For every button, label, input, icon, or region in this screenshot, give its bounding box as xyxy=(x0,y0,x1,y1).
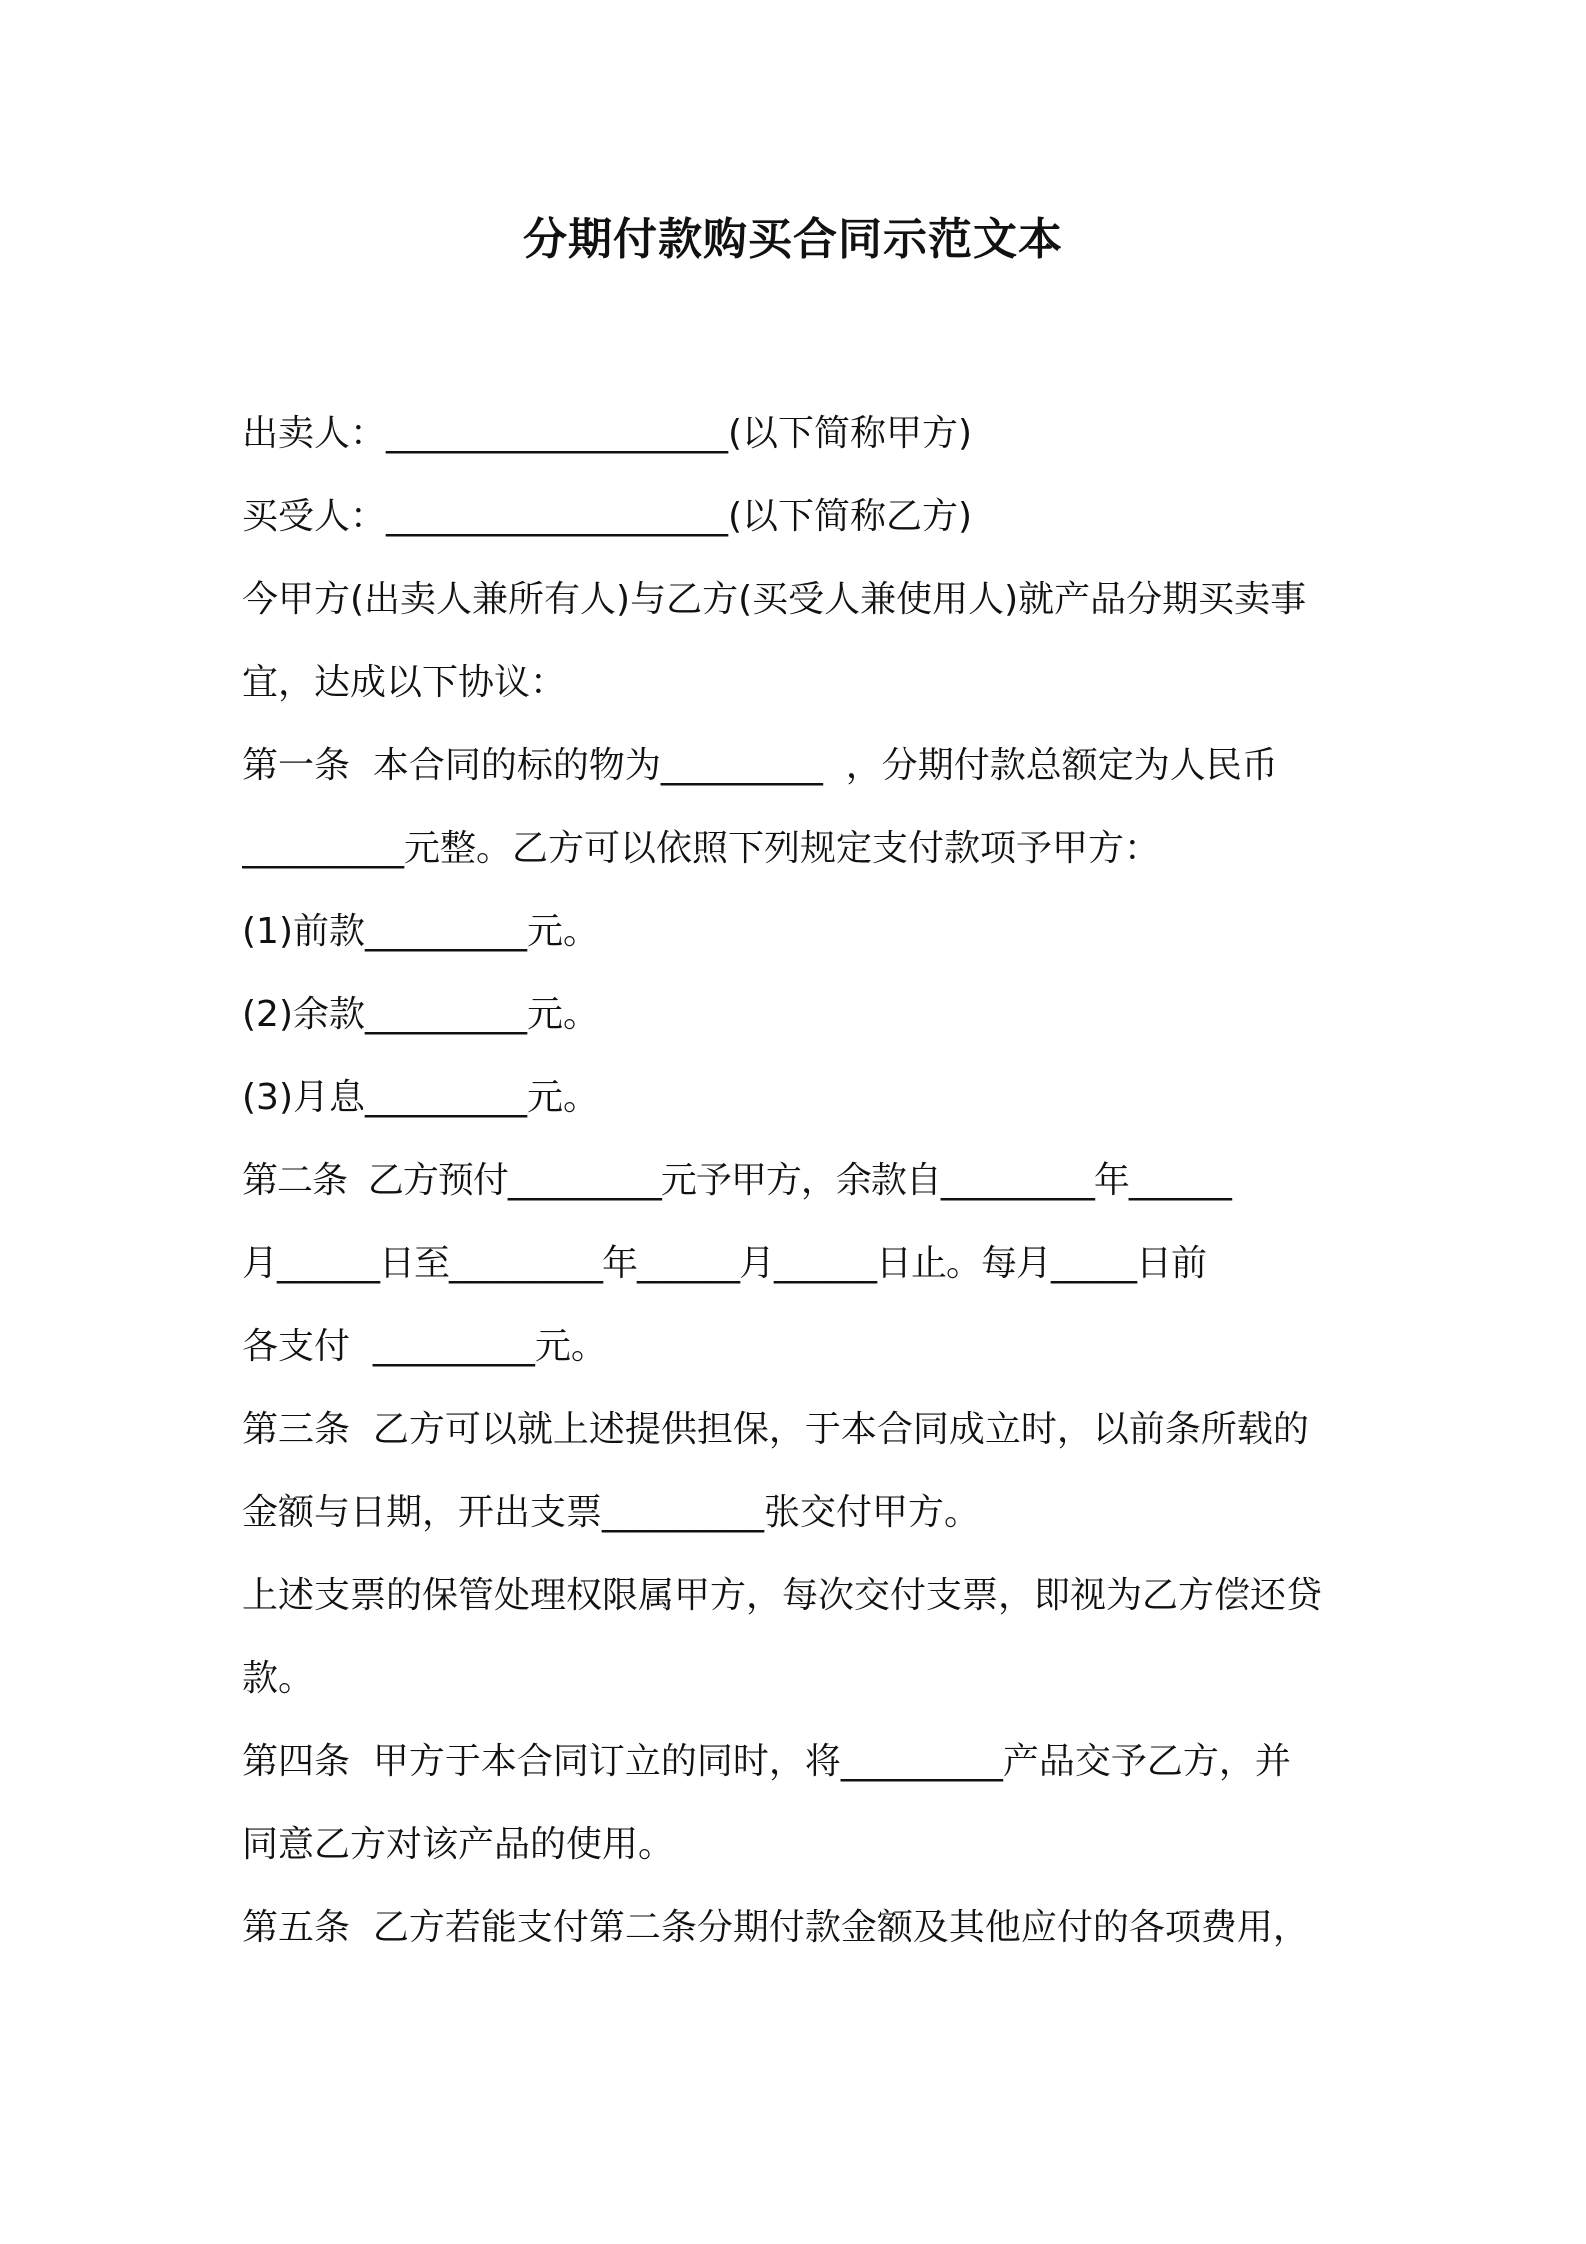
buyer-line: 买受人：___________________(以下简称乙方) xyxy=(242,496,973,537)
article-3-note-line-2: 款。 xyxy=(242,1658,315,1699)
document-body xyxy=(242,405,1352,1982)
article-4-line-2: 同意乙方对该产品的使用。 xyxy=(242,1824,675,1865)
article-2-line-1: 第二条 乙方预付_________元予甲方，余款自_________年______ xyxy=(242,1160,1231,1201)
article-3-line-1: 第三条 乙方可以就上述提供担保，于本合同成立时，以前条所载的 xyxy=(242,1409,1309,1450)
down-payment-line: (1)前款_________元。 xyxy=(242,911,599,952)
article-1-line-2: _________元整。乙方可以依照下列规定支付款项予甲方： xyxy=(242,828,1161,869)
article-3-line-2: 金额与日期，开出支票_________张交付甲方。 xyxy=(242,1492,981,1533)
seller-line: 出卖人：___________________(以下简称甲方) xyxy=(242,413,973,454)
balance-line: (2)余款_________元。 xyxy=(242,994,599,1035)
article-5-line-1: 第五条 乙方若能支付第二条分期付款金额及其他应付的各项费用， xyxy=(242,1907,1309,1948)
article-1-line-1: 第一条 本合同的标的物为_________ ，分期付款总额定为人民币 xyxy=(242,745,1278,786)
preamble-line-2: 宜，达成以下协议： xyxy=(242,662,567,703)
document-title: 分期付款购买合同示范文本 xyxy=(523,214,1063,265)
monthly-interest-line: (3)月息_________元。 xyxy=(242,1077,599,1118)
preamble-line-1: 今甲方(出卖人兼所有人)与乙方(买受人兼使用人)就产品分期买卖事 xyxy=(242,579,1307,620)
article-2-line-3: 各支付 _________元。 xyxy=(242,1326,607,1367)
article-2-line-2: 月______日至_________年______月______日止。每月_____日前 xyxy=(242,1243,1207,1284)
article-4-line-1: 第四条 甲方于本合同订立的同时，将_________产品交予乙方，并 xyxy=(242,1741,1291,1782)
article-3-note-line-1: 上述支票的保管处理权限属甲方，每次交付支票，即视为乙方偿还贷 xyxy=(242,1575,1323,1616)
